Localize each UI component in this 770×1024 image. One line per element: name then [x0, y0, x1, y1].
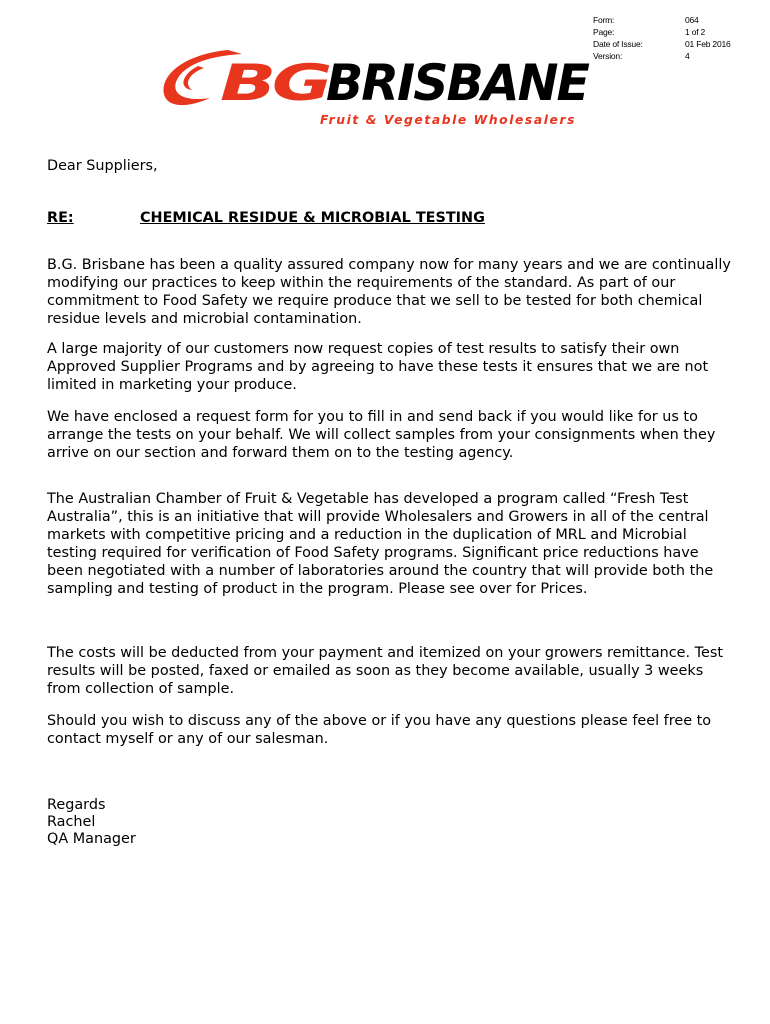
logo-tagline: Fruit & Vegetable Wholesalers	[320, 112, 576, 127]
swoosh-inner	[183, 66, 204, 90]
signer-name: Rachel	[47, 814, 96, 830]
form-metadata	[593, 14, 753, 62]
body-paragraph-6: Should you wish to discuss any of the above or if you have any questions please feel free to contact myself or any of our salesman.	[47, 713, 712, 747]
meta-value: 4	[685, 51, 690, 61]
logo-bg-letters: BG	[220, 54, 330, 112]
body-paragraph-5: The costs will be deducted from your payment and itemized on your growers remittance. Test results will be posted, faxed or emailed as soon as they become available, usually 3 weeks from collection of sample.	[47, 645, 724, 697]
meta-label: Form:	[593, 15, 615, 25]
bg-brisbane-logo	[158, 36, 598, 132]
meta-value: 064	[685, 15, 699, 25]
signature-block	[47, 797, 136, 848]
logo-brisbane-letters: BRISBANE	[326, 54, 590, 112]
signer-title: QA Manager	[47, 831, 136, 847]
re-label: RE:	[47, 210, 74, 226]
body-paragraph-2: A large majority of our customers now request copies of test results to satisfy their own Approved Supplier Programs and by agreeing to have these tests it ensures that we are not limited in marketing your produce.	[47, 341, 709, 393]
meta-value: 1 of 2	[685, 27, 706, 37]
body-paragraph-3: We have enclosed a request form for you to fill in and send back if you would like for us to arrange the tests on your behalf. We will collect samples from your consignments when they arrive on our section and forward them on to the testing agency.	[47, 409, 716, 461]
salutation: Dear Suppliers,	[47, 158, 158, 174]
meta-row-page	[593, 26, 753, 38]
meta-row-date	[593, 38, 753, 50]
meta-value: 01 Feb 2016	[685, 39, 731, 49]
closing: Regards	[47, 797, 106, 813]
meta-label: Version:	[593, 51, 623, 61]
meta-label: Page:	[593, 27, 615, 37]
meta-row-form	[593, 14, 753, 26]
re-subject: CHEMICAL RESIDUE & MICROBIAL TESTING	[140, 210, 485, 226]
body-paragraph-1: B.G. Brisbane has been a quality assured company now for many years and we are continually modifying our practices to keep within the requirements of the standard. As part of our commitment to Food Safety we require produce that we sell to be tested for both chemical residue levels and microbial contamination.	[47, 257, 731, 327]
meta-label: Date of Issue:	[593, 39, 643, 49]
meta-row-version	[593, 50, 753, 62]
body-paragraph-4: The Australian Chamber of Fruit & Vegetable has developed a program called “Fresh Test Australia”, this is an initiative that will provide Wholesalers and Growers in all of the central markets with competitive pricing and a reduction in the duplication of MRL and Microbial testing required for verification of Food Safety programs. Significant price reductions have been negotiated with a number of laboratories around the country that will provide both the sampling and testing of product in the program. Please see over for Prices.	[47, 491, 714, 597]
